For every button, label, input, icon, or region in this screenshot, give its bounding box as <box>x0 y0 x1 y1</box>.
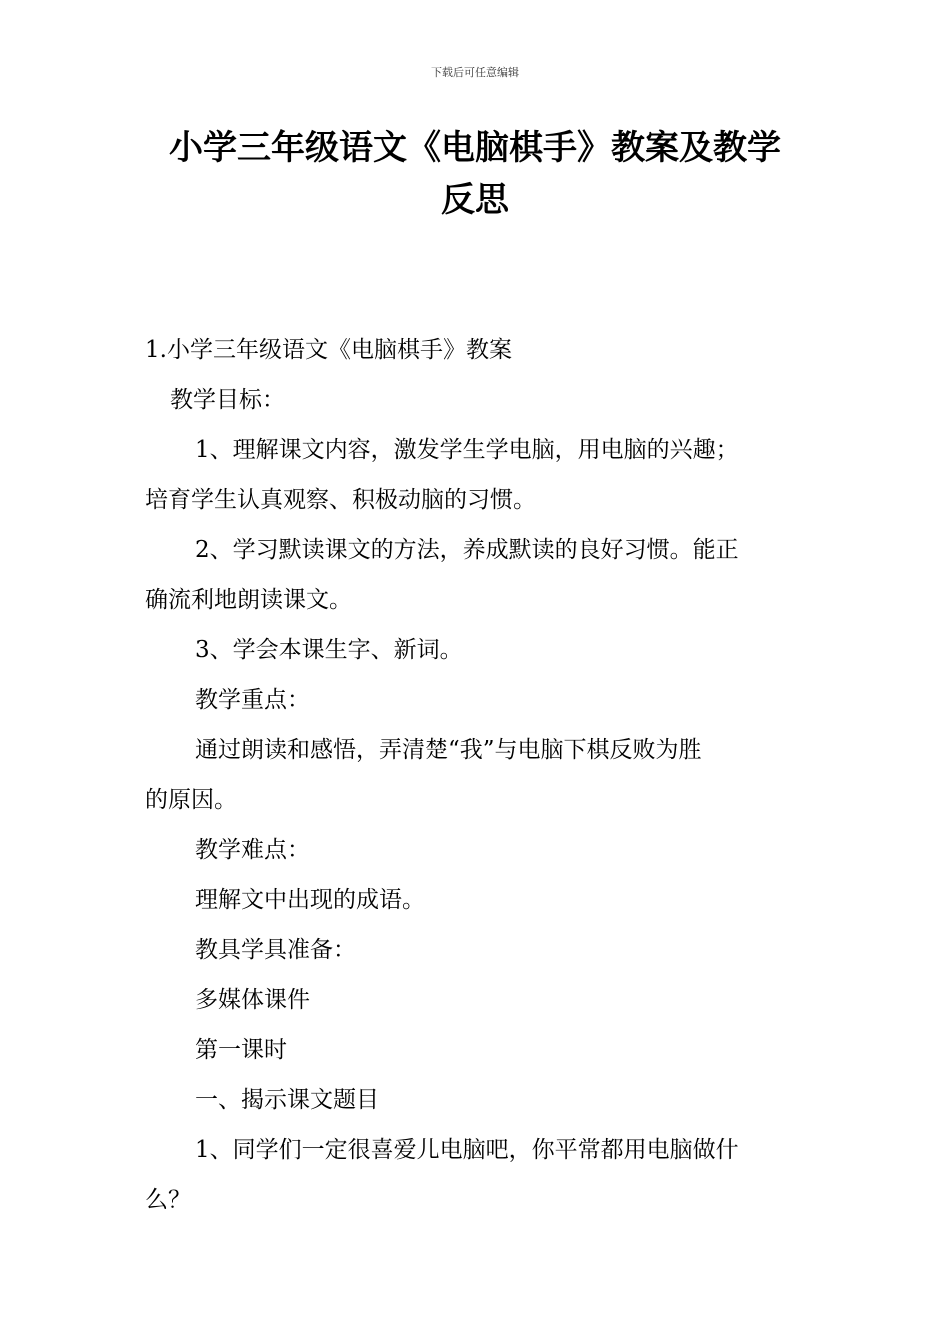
paragraph-line: 培育学生认真观察、积极动脑的习惯。 <box>145 487 536 513</box>
paragraph-line: 多媒体课件 <box>195 987 310 1013</box>
subheading-materials: 教具学具准备： <box>195 937 356 963</box>
document-title <box>140 122 810 226</box>
paragraph-line: 1、理解课文内容，激发学生学电脑，用电脑的兴趣； <box>195 437 739 463</box>
subheading-reveal-title: 一、揭示课文题目 <box>195 1087 379 1113</box>
paragraph-line: 1、同学们一定很喜爱儿电脑吧，你平常都用电脑做什 <box>195 1137 739 1163</box>
paragraph-line: 理解文中出现的成语。 <box>195 887 425 913</box>
paragraph-line: 的原因。 <box>145 787 237 813</box>
subheading-difficulties: 教学难点： <box>195 837 310 863</box>
paragraph-line: 确流利地朗读课文。 <box>145 587 352 613</box>
subheading-first-lesson: 第一课时 <box>195 1037 287 1063</box>
document-body <box>145 325 810 1225</box>
paragraph-line: 3、学会本课生字、新词。 <box>195 637 463 663</box>
title-line-2: 反思 <box>441 180 509 220</box>
section-heading: 1.小学三年级语文《电脑棋手》教案 <box>145 337 512 363</box>
paragraph-line: 2、学习默读课文的方法，养成默读的良好习惯。能正 <box>195 537 739 563</box>
header-note: 下载后可任意编辑 <box>431 66 519 79</box>
subheading-objectives: 教学目标： <box>170 387 285 413</box>
title-line-1: 小学三年级语文《电脑棋手》教案及教学 <box>169 128 781 168</box>
subheading-key-points: 教学重点： <box>195 687 310 713</box>
paragraph-line: 通过朗读和感悟，弄清楚“我”与电脑下棋反败为胜 <box>195 737 702 763</box>
paragraph-line: 么？ <box>145 1187 191 1213</box>
